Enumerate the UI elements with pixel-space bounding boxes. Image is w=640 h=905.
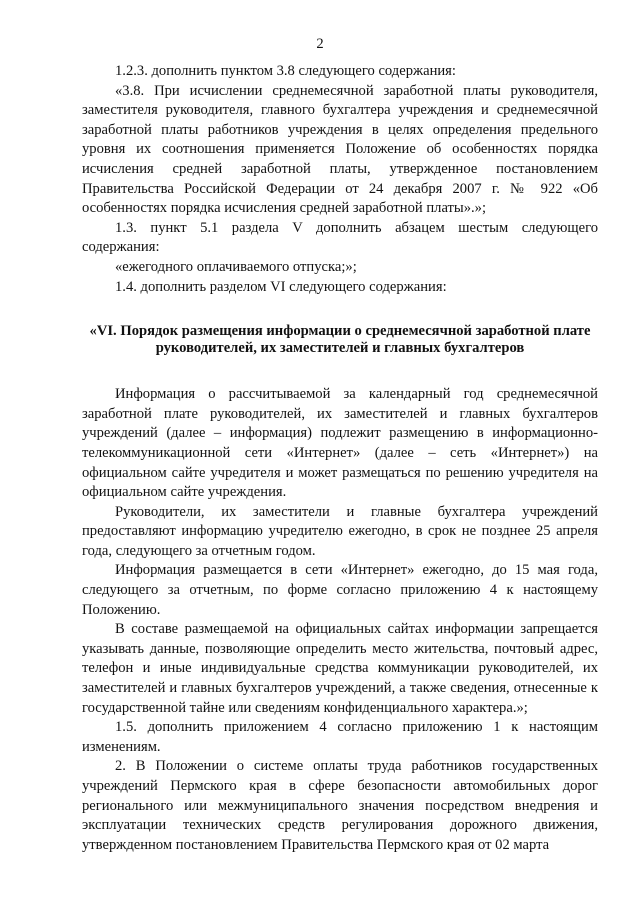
- paragraph-1-5: 1.5. дополнить приложением 4 согласно приложению 1 к настоящим изменениям.: [82, 719, 598, 755]
- paragraph-info-deadline: Руководители, их заместители и главные бухгалтера учреждений предоставляют информацию учредителю ежегодно, в срок не позднее 25 апреля года, следующего за отчетным годом.: [82, 503, 598, 559]
- paragraph-info-placement: Информация о рассчитываемой за календарный год среднемесячной заработной плате руководителей, их заместителей и главных бухгалтеров учреждений (далее – информация) подлежит размещению в информационно-телекоммуникационной сети «Интернет» (далее – сеть «Интернет») на официальном сайте учредителя и может размещаться по решению учредителя на официальном сайте учреждения.: [82, 386, 598, 501]
- document-body: [82, 62, 598, 855]
- paragraph-info-restrictions: В составе размещаемой на официальных сайтах информации запрещается указывать данные, позволяющие определить место жительства, почтовый адрес, телефон и иные индивидуальные средства коммуникации руководителей, их заместителей и главных бухгалтеров учреждений, а также сведения, отнесенные к государственной тайне или сведениям конфиденциального характера.»;: [82, 621, 598, 716]
- paragraph-3-8: «3.8. При исчислении среднемесячной заработной платы руководителя, заместителя руководителя, главного бухгалтера учреждения и среднемесячной заработной платы работников учреждения в целях определения предельного уровня их соотношения применяется Положение об особенностях порядка исчисления средней заработной платы, утвержденное постановлением Правительства Российской Федерации от 24 декабря 2007 г. № 922 «Об особенностях порядка исчисления средней заработной платы».»;: [82, 82, 598, 217]
- paragraph-vacation: «ежегодного оплачиваемого отпуска;»;: [115, 258, 357, 275]
- section-heading: [82, 323, 598, 357]
- paragraph-1-2-3: 1.2.3. дополнить пунктом 3.8 следующего содержания:: [115, 63, 456, 79]
- paragraph-info-publication: Информация размещается в сети «Интернет» ежегодно, до 15 мая года, следующего за отчетным, по форме согласно приложению 4 к настоящему Положению.: [82, 562, 598, 618]
- section-heading-line-2: руководителей, их заместителей и главных бухгалтеров: [155, 340, 525, 357]
- page-number: 2: [316, 36, 324, 52]
- paragraph-2: 2. В Положении о системе оплаты труда работников государственных учреждений Пермского края в сфере безопасности автомобильных дорог регионального или межмуниципального значения посредством внедрения и эксплуатации технических средств регулирования дорожного движения, утвержденном постановлением Правительства Пермского края от 02 марта: [82, 758, 598, 853]
- section-heading-line-1: «VI. Порядок размещения информации о среднемесячной заработной плате: [89, 323, 591, 340]
- paragraph-1-3: 1.3. пункт 5.1 раздела V дополнить абзацем шестым следующего содержания:: [82, 219, 598, 256]
- paragraph-1-4: 1.4. дополнить разделом VI следующего содержания:: [115, 278, 447, 295]
